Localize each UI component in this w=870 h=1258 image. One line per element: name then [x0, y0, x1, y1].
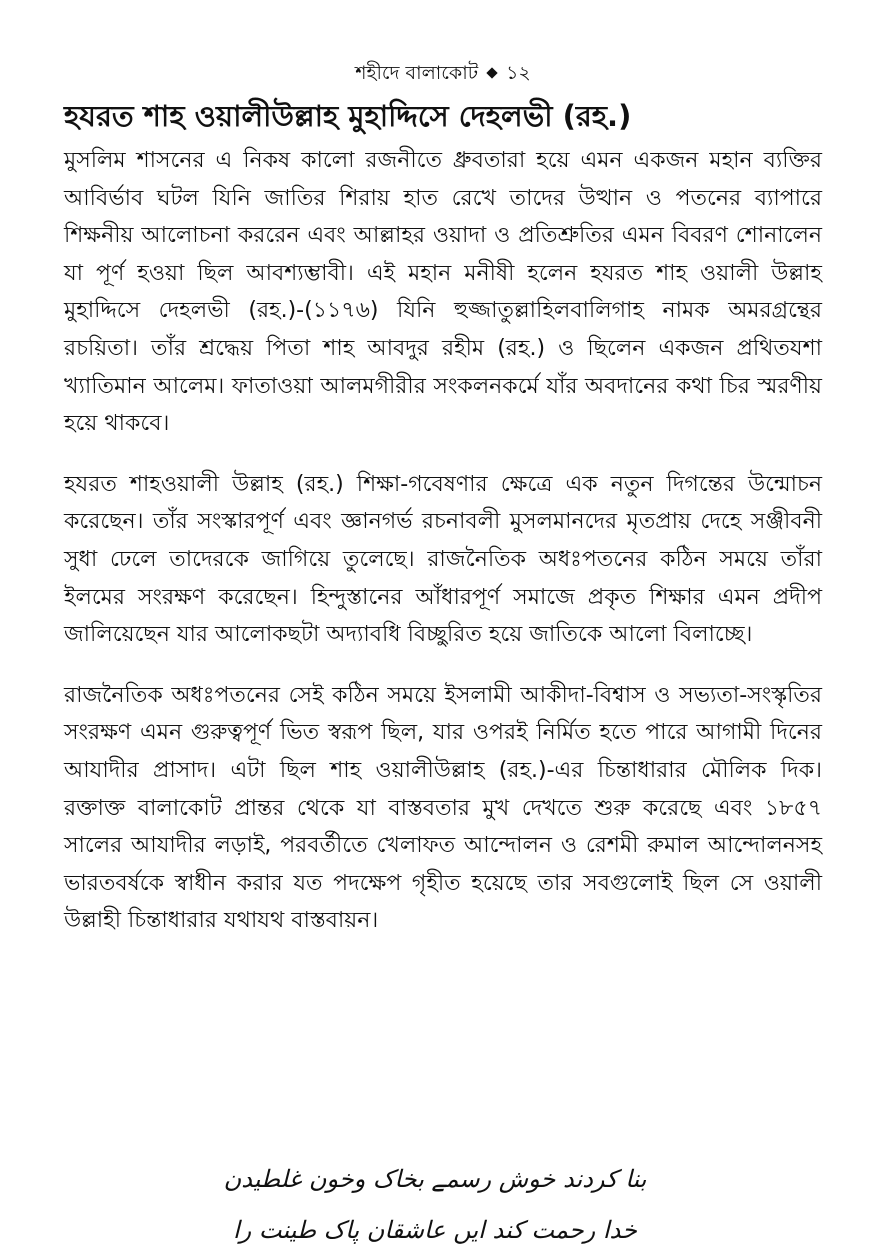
page-number: ১২	[506, 62, 531, 84]
chapter-heading: হযরত শাহ ওয়ালীউল্লাহ মুহাদ্দিসে দেহলভী (রহ.)	[64, 99, 632, 133]
running-header	[64, 58, 822, 88]
urdu-couplet-line-1: بنا کردند خوش رسمے بخاک وخون غلطیدن	[223, 1165, 647, 1193]
urdu-couplet-line-2: خدا رحمت کند ایں عاشقان پاک طینت را	[233, 1216, 637, 1244]
paragraph-2: হযরত শাহওয়ালী উল্লাহ (রহ.) শিক্ষা-গবেষণার ক্ষেত্রে এক নতুন দিগন্তের উন্মোচন করেছেন। তাঁর সংস্কারপূর্ণ এবং জ্ঞানগর্ভ রচনাবলী মুসলমানদের মৃতপ্রায় দেহে সঞ্জীবনী সুধা ঢেলে তাদেরকে জাগিয়ে তুলেছে। রাজনৈতিক অধঃপতনের কঠিন সময়ে তাঁরা ইলমের সংরক্ষণ করেছেন। হিন্দুস্তানের আঁধারপূর্ণ সমাজে প্রকৃত শিক্ষার এমন প্রদীপ জালিয়েছেন যার আলোকছটা অদ্যাবধি বিচ্ছুরিত হয়ে জাতিকে আলো বিলাচ্ছে।	[64, 471, 822, 648]
paragraph-1: মুসলিম শাসনের এ নিকষ কালো রজনীতে ধ্রুবতারা হয়ে এমন একজন মহান ব্যক্তির আবির্ভাব ঘটল যিনি জাতির শিরায় হাত রেখে তাদের উত্থান ও পতনের ব্যাপারে শিক্ষনীয় আলোচনা কররেন এবং আল্লাহর ওয়াদা ও প্রতিশ্রুতির এমন বিবরণ শোনালেন যা পূর্ণ হওয়া ছিল আবশ্যম্ভাবী। এই মহান মনীষী হলেন হযরত শাহ ওয়ালী উল্লাহ মুহাদ্দিসে দেহলভী (রহ.)-(১১৭৬) যিনি হুজ্জাতুল্লাহিলবালিগাহ নামক অমরগ্রন্থের রচয়িতা। তাঁর শ্রদ্ধেয় পিতা শাহ আবদুর রহীম (রহ.) ও ছিলেন একজন প্রথিতযশা খ্যাতিমান আলেম। ফাতাওয়া আলমগীরীর সংকলনকর্মে যাঁর অবদানের কথা চির স্মরণীয় হয়ে থাকবে।	[64, 148, 822, 437]
book-title: শহীদে বালাকোট	[355, 62, 479, 84]
diamond-separator-icon	[486, 67, 497, 78]
paragraph-3: রাজনৈতিক অধঃপতনের সেই কঠিন সময়ে ইসলামী আকীদা-বিশ্বাস ও সভ্যতা-সংস্কৃতির সংরক্ষণ এমন গুরুত্বপূর্ণ ভিত স্বরূপ ছিল, যার ওপরই নির্মিত হতে পারে আগামী দিনের আযাদীর প্রাসাদ। এটা ছিল শাহ ওয়ালীউল্লাহ (রহ.)-এর চিন্তাধারার মৌলিক দিক। রক্তাক্ত বালাকোট প্রান্তর থেকে যা বাস্তবতার মুখ দেখতে শুরু করেছে এবং ১৮৫৭ সালের আযাদীর লড়াই, পরবর্তীতে খেলাফত আন্দোলন ও রেশমী রুমাল আন্দোলনসহ ভারতবর্ষকে স্বাধীন করার যত পদক্ষেপ গৃহীত হয়েছে তার সবগুলোই ছিল সে ওয়ালী উল্লাহী চিন্তাধারার যথাযথ বাস্তবায়ন।	[64, 682, 822, 934]
